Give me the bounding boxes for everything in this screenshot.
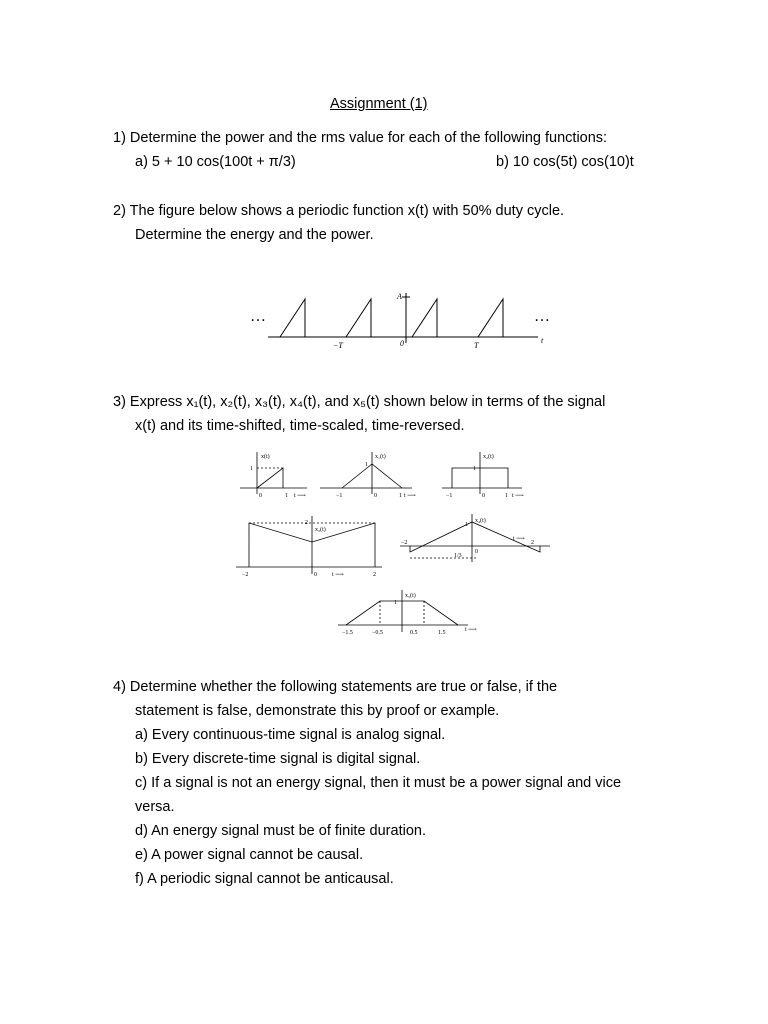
q3-prompt-line2: x(t) and its time-shifted, time-scaled, time-reversed. [135,418,465,434]
x4-tick-2: 2 [531,540,534,546]
q1-part-a: a) 5 + 10 cos(100t + π/3) [135,154,296,170]
x-signal-curve [257,468,283,488]
q4-statement-c-line1: c) If a signal is not an energy signal, then it must be a power signal and vice [135,775,622,791]
fig1-label-A: A [397,292,402,301]
x5-tick-neg0-5: −0.5 [372,630,383,636]
q3-prompt-line1: 3) Express x₁(t), x₂(t), x₃(t), x₄(t), and x₅(t) shown below in terms of the signal [113,394,606,410]
fig1-label-negT: −T [333,341,343,350]
q4-statement-a: a) Every continuous-time signal is analog signal. [135,727,446,743]
x3-t-arrow: t ⟶ [332,572,344,578]
x1-tick-1: 1 [365,462,368,468]
x4-tick-0: 0 [475,549,478,555]
q1-prompt: 1) Determine the power and the rms value for each of the following functions: [113,130,608,146]
x-t-arrow: t ⟶ [294,493,306,499]
x2-t-arrow: t ⟶ [512,493,524,499]
x4-t-arrow: t ⟶ [513,536,525,542]
q4-statement-b: b) Every discrete-time signal is digital signal. [135,751,421,767]
x4-tick-1: 1 [465,522,468,528]
x5-tick-1: 1 [394,600,397,606]
figure-periodic-signal [240,285,570,355]
x-tick-1b: 1 [285,493,288,499]
fig1-waveform [280,299,518,337]
fig1-label-zero: 0 [400,339,404,348]
x2-tick-neg1: −1 [446,493,453,499]
x3-tick-2: 2 [305,520,308,526]
q2-prompt-line1: 2) The figure below shows a periodic function x(t) with 50% duty cycle. [113,203,565,219]
x4-tick-one-third: 1/3 [454,553,462,559]
fig1-left-ellipsis: … [250,308,266,325]
q4-statement-e: e) A power signal cannot be causal. [135,847,364,863]
x1-label: x₁(t) [375,454,386,460]
x5-tick-0-5: 0.5 [410,630,418,636]
q1-part-b: b) 10 cos(5t) cos(10)t [496,154,634,170]
x2-tick-1b: 1 [505,493,508,499]
fig1-right-ellipsis: … [534,308,550,325]
x-tick-0: 0 [259,493,262,499]
x1-tick-1b: 1 [399,493,402,499]
x1-tick-neg1: −1 [336,493,343,499]
q2-prompt-line2: Determine the energy and the power. [135,227,374,243]
x5-label: x₅(t) [405,593,416,599]
x1-t-arrow: t ⟶ [404,493,416,499]
x2-tick-0: 0 [482,493,485,499]
x3-label: x₃(t) [315,527,326,533]
x2-tick-1: 1 [473,466,476,472]
x1-tick-0: 0 [374,493,377,499]
fig1-label-T: T [474,341,479,350]
x3-tick-2b: 2 [373,572,376,578]
q4-statement-d: d) An energy signal must be of finite duration. [135,823,426,839]
x2-label: x₂(t) [483,454,494,460]
q4-statement-c-line2: versa. [135,799,175,815]
fig1-label-t: t [541,336,544,345]
q4-statement-f: f) A periodic signal cannot be anticausal. [135,871,394,887]
page-title: Assignment (1) [330,96,428,112]
x3-tick-neg2: −2 [242,572,249,578]
x5-t-arrow: t ⟶ [465,627,477,633]
x3-tick-0: 0 [314,572,317,578]
x5-tick-neg1-5: −1.5 [342,630,353,636]
x-tick-1: 1 [250,466,253,472]
x-label: x(t) [261,454,270,460]
q4-prompt-line1: 4) Determine whether the following statements are true or false, if the [113,679,558,695]
x4-tick-neg2: −2 [401,540,408,546]
x4-label: x₄(t) [475,518,486,524]
figure-signal-set [232,448,562,640]
x5-tick-1-5: 1.5 [438,630,446,636]
q4-prompt-line2: statement is false, demonstrate this by proof or example. [135,703,500,719]
